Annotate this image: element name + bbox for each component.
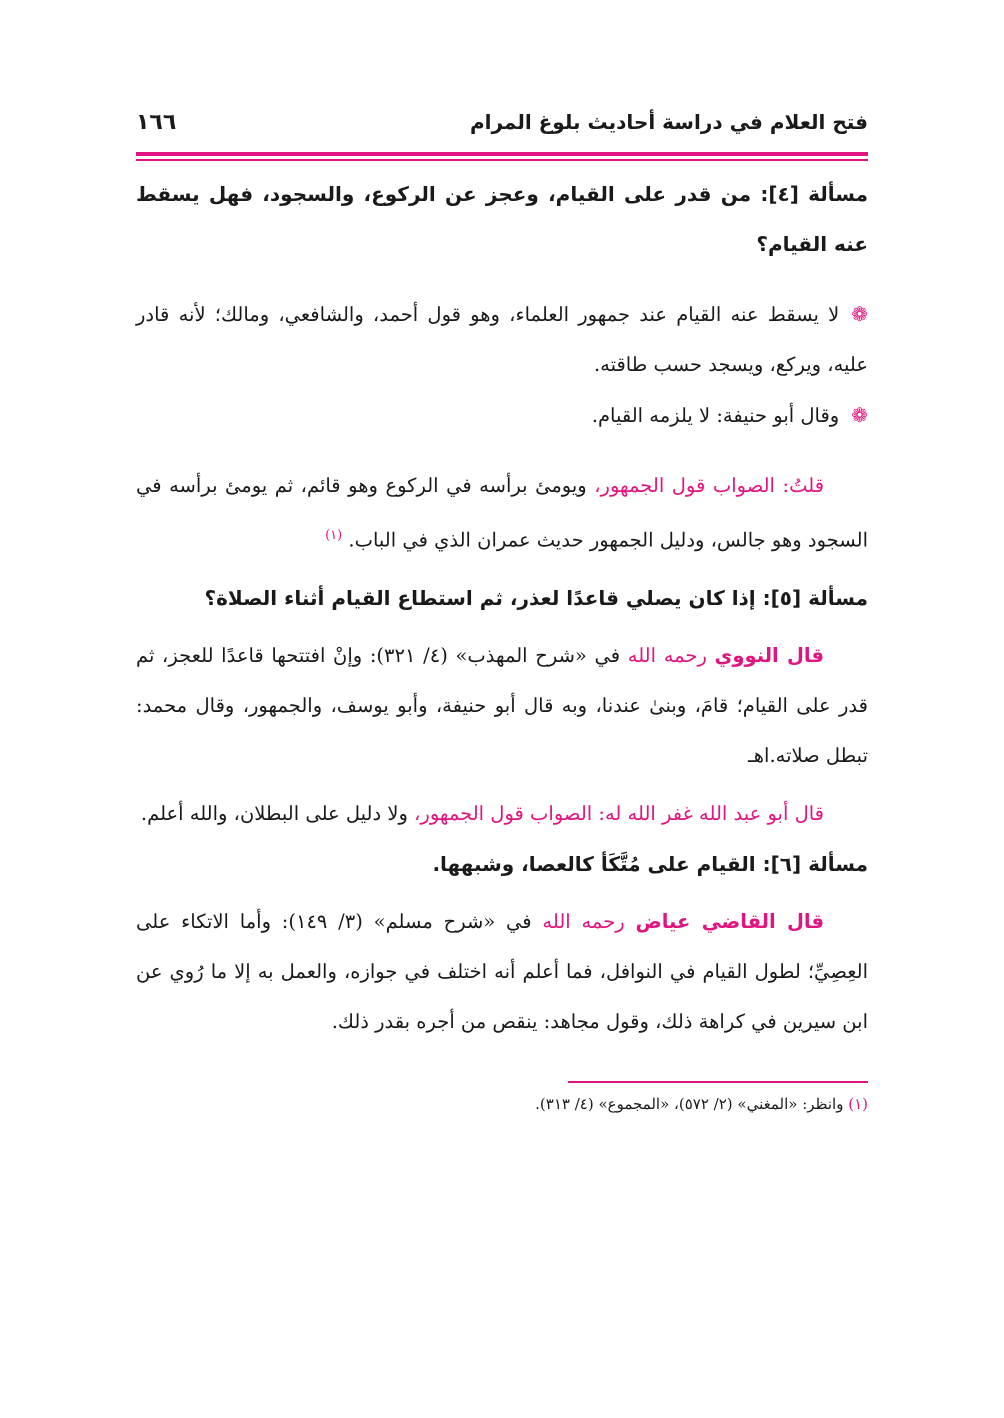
running-header bbox=[136, 110, 868, 150]
bullet-paragraph bbox=[136, 289, 868, 390]
issue-label: مسألة bbox=[808, 586, 868, 610]
comment-text: ولا دليل على البطلان، والله أعلم. bbox=[140, 802, 415, 825]
page bbox=[136, 110, 868, 1134]
issue-4-heading bbox=[136, 169, 868, 269]
scholar-name: قال القاضي عياض bbox=[635, 910, 825, 933]
footnote-number: (١) bbox=[848, 1095, 868, 1113]
issue-number: [٦]: bbox=[762, 852, 802, 876]
footnote-reference[interactable]: (١) bbox=[325, 527, 343, 543]
footnote-rule bbox=[568, 1081, 868, 1083]
quote-text: في «شرح المهذب» (٤/ ٣٢١): وإنْ افتتحها قاعدًا للعجز، ثم قدر على القيام؛ قامَ، وبنىٰ عندنا، وبه قال أبو حنيفة، وأبو يوسف، والجمهور، وقال محمد: تبطل صلاته.اهـ bbox=[136, 644, 868, 767]
issue-label: مسألة bbox=[808, 181, 868, 206]
header-rule-thick bbox=[136, 152, 868, 156]
page-number: ١٦٦ bbox=[136, 110, 177, 135]
bullet-text: وقال أبو حنيفة: لا يلزمه القيام. bbox=[591, 403, 840, 427]
scholar-name: قال النووي bbox=[714, 644, 824, 667]
footnote bbox=[136, 1089, 868, 1119]
book-title: فتح العلام في دراسة أحاديث بلوغ المرام bbox=[469, 110, 868, 134]
issue-number: [٥]: bbox=[762, 586, 802, 610]
issue-text: القيام على مُتَّكَأ كالعصا، وشبهها. bbox=[432, 852, 756, 876]
author-comment bbox=[136, 461, 868, 566]
issue-text: من قدر على القيام، وعجز عن الركوع، والسجود، فهل يسقط عنه القيام؟ bbox=[136, 181, 868, 256]
issue-text: إذا كان يصلي قاعدًا لعذر، ثم استطاع القيام أثناء الصلاة؟ bbox=[204, 586, 756, 610]
flower-bullet-icon: ❁ bbox=[851, 402, 868, 427]
honorific: رحمه الله bbox=[542, 910, 625, 933]
bullet-paragraph bbox=[136, 390, 868, 441]
nawawi-quote bbox=[136, 631, 868, 781]
author-comment bbox=[136, 789, 868, 839]
issue-6-heading bbox=[136, 839, 868, 889]
author-verdict: الصواب قول الجمهور، bbox=[594, 473, 775, 497]
quote-text: في «شرح مسلم» (٣/ ١٤٩): وأما الاتكاء على العِصِيِّ؛ لطول القيام في النوافل، فما أعلم أنه اختلف في جوازه، والعمل به إلا ما رُوي عن ابن سيرين في كراهة ذلك، وقول مجاهد: ينقص من أجره بقدر ذلك. bbox=[136, 910, 868, 1033]
issue-5-heading bbox=[136, 573, 868, 623]
issue-label: مسألة bbox=[808, 852, 868, 876]
bullet-text: لا يسقط عنه القيام عند جمهور العلماء، وهو قول أحمد، والشافعي، ومالك؛ لأنه قادر عليه، ويركع، ويسجد حسب طاقته. bbox=[136, 302, 868, 376]
author-verdict: قال أبو عبد الله غفر الله له: الصواب قول الجمهور، bbox=[414, 802, 824, 825]
footnote-text: وانظر: «المغني» (٢/ ٥٧٢)، «المجموع» (٤/ ٣١٣). bbox=[535, 1095, 844, 1113]
flower-bullet-icon: ❁ bbox=[851, 301, 868, 326]
qult-label: قلتُ: bbox=[782, 473, 825, 497]
issue-number: [٤]: bbox=[760, 181, 799, 206]
comment-text: ويومئ برأسه في الركوع وهو قائم، ثم يومئ برأسه في السجود وهو جالس، ودليل الجمهور حديث عمران الذي في الباب. bbox=[136, 473, 868, 551]
honorific: رحمه الله bbox=[627, 644, 707, 667]
header-rule-thin bbox=[136, 159, 868, 161]
iyad-quote bbox=[136, 897, 868, 1047]
